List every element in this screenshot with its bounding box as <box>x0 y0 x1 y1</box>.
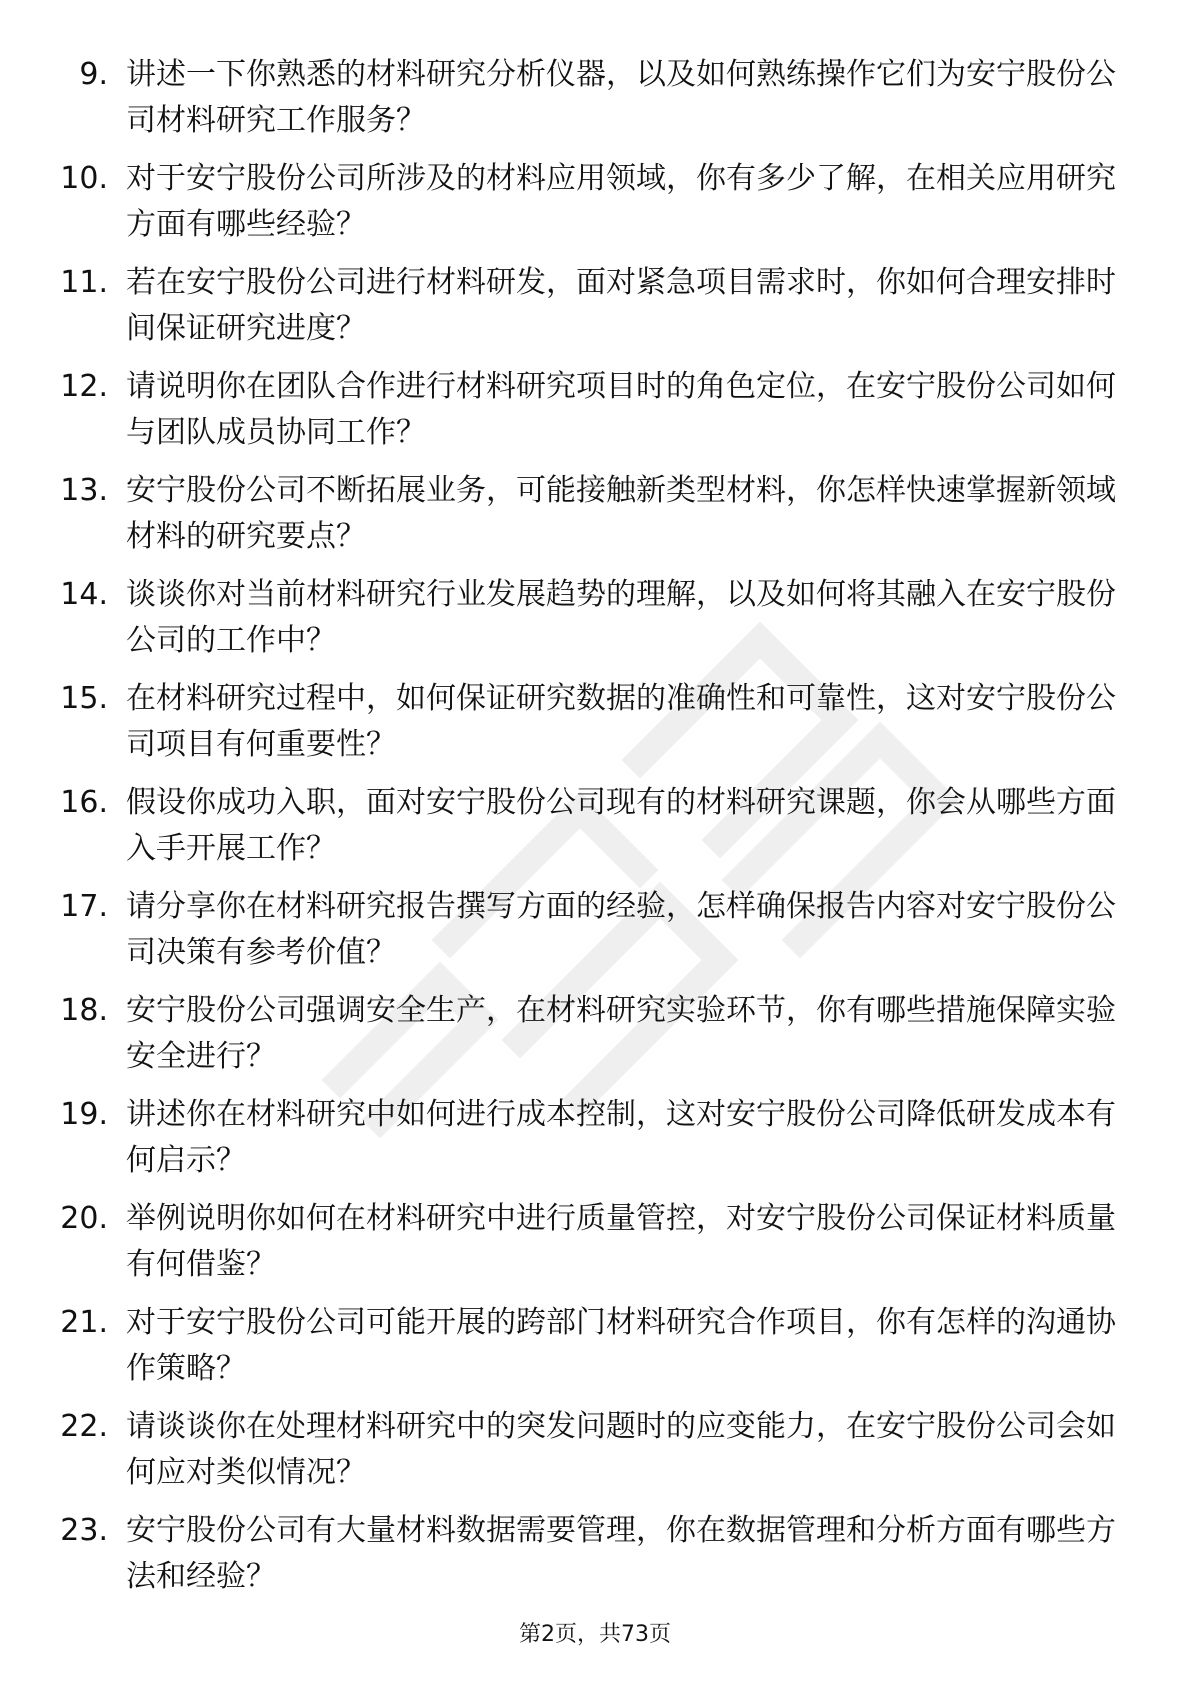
question-item <box>56 468 1116 572</box>
question-number: 13. <box>60 473 108 508</box>
question-text: 对于安宁股份公司所涉及的材料应用领域，你有多少了解，在相关应用研究方面有哪些经验？ <box>126 161 1116 242</box>
question-number: 10. <box>60 161 108 196</box>
question-item <box>56 884 1116 988</box>
question-number: 11. <box>60 265 108 300</box>
question-item <box>56 1300 1116 1404</box>
question-number: 22. <box>60 1409 108 1444</box>
question-text: 假设你成功入职，面对安宁股份公司现有的材料研究课题，你会从哪些方面入手开展工作？ <box>126 785 1116 866</box>
question-text: 请谈谈你在处理材料研究中的突发问题时的应变能力，在安宁股份公司会如何应对类似情况？ <box>126 1409 1116 1490</box>
question-text: 对于安宁股份公司可能开展的跨部门材料研究合作项目，你有怎样的沟通协作策略？ <box>126 1305 1116 1386</box>
question-text: 在材料研究过程中，如何保证研究数据的准确性和可靠性，这对安宁股份公司项目有何重要性？ <box>126 681 1116 762</box>
page-footer <box>0 1620 1190 1650</box>
question-item <box>56 1508 1116 1612</box>
question-item <box>56 676 1116 780</box>
question-item <box>56 1092 1116 1196</box>
question-number: 17. <box>60 889 108 924</box>
question-text: 安宁股份公司强调安全生产，在材料研究实验环节，你有哪些措施保障实验安全进行？ <box>126 993 1116 1074</box>
question-text: 安宁股份公司不断拓展业务，可能接触新类型材料，你怎样快速掌握新领域材料的研究要点？ <box>126 473 1116 554</box>
question-item <box>56 988 1116 1092</box>
question-item <box>56 572 1116 676</box>
question-number: 16. <box>60 785 108 820</box>
question-text: 讲述你在材料研究中如何进行成本控制，这对安宁股份公司降低研发成本有何启示？ <box>126 1097 1116 1178</box>
question-number: 20. <box>60 1201 108 1236</box>
question-number: 21. <box>60 1305 108 1340</box>
question-item <box>56 1404 1116 1508</box>
question-text: 谈谈你对当前材料研究行业发展趋势的理解，以及如何将其融入在安宁股份公司的工作中？ <box>126 577 1116 658</box>
question-item <box>56 52 1116 156</box>
question-number: 23. <box>60 1513 108 1548</box>
question-number: 18. <box>60 993 108 1028</box>
question-item <box>56 364 1116 468</box>
question-text: 安宁股份公司有大量材料数据需要管理，你在数据管理和分析方面有哪些方法和经验？ <box>126 1513 1116 1594</box>
question-list <box>56 52 1116 1612</box>
page-number-label: 第2页，共73页 <box>519 1622 671 1647</box>
question-text: 请说明你在团队合作进行材料研究项目时的角色定位，在安宁股份公司如何与团队成员协同工作？ <box>126 369 1116 450</box>
question-text: 举例说明你如何在材料研究中进行质量管控，对安宁股份公司保证材料质量有何借鉴？ <box>126 1201 1116 1282</box>
question-text: 请分享你在材料研究报告撰写方面的经验，怎样确保报告内容对安宁股份公司决策有参考价值？ <box>126 889 1116 970</box>
question-number: 9. <box>79 57 108 92</box>
question-item <box>56 156 1116 260</box>
question-number: 14. <box>60 577 108 612</box>
question-number: 15. <box>60 681 108 716</box>
question-text: 若在安宁股份公司进行材料研发，面对紧急项目需求时，你如何合理安排时间保证研究进度？ <box>126 265 1116 346</box>
question-number: 12. <box>60 369 108 404</box>
question-item <box>56 260 1116 364</box>
question-number: 19. <box>60 1097 108 1132</box>
question-text: 讲述一下你熟悉的材料研究分析仪器，以及如何熟练操作它们为安宁股份公司材料研究工作服务？ <box>126 57 1116 138</box>
question-item <box>56 780 1116 884</box>
question-item <box>56 1196 1116 1300</box>
